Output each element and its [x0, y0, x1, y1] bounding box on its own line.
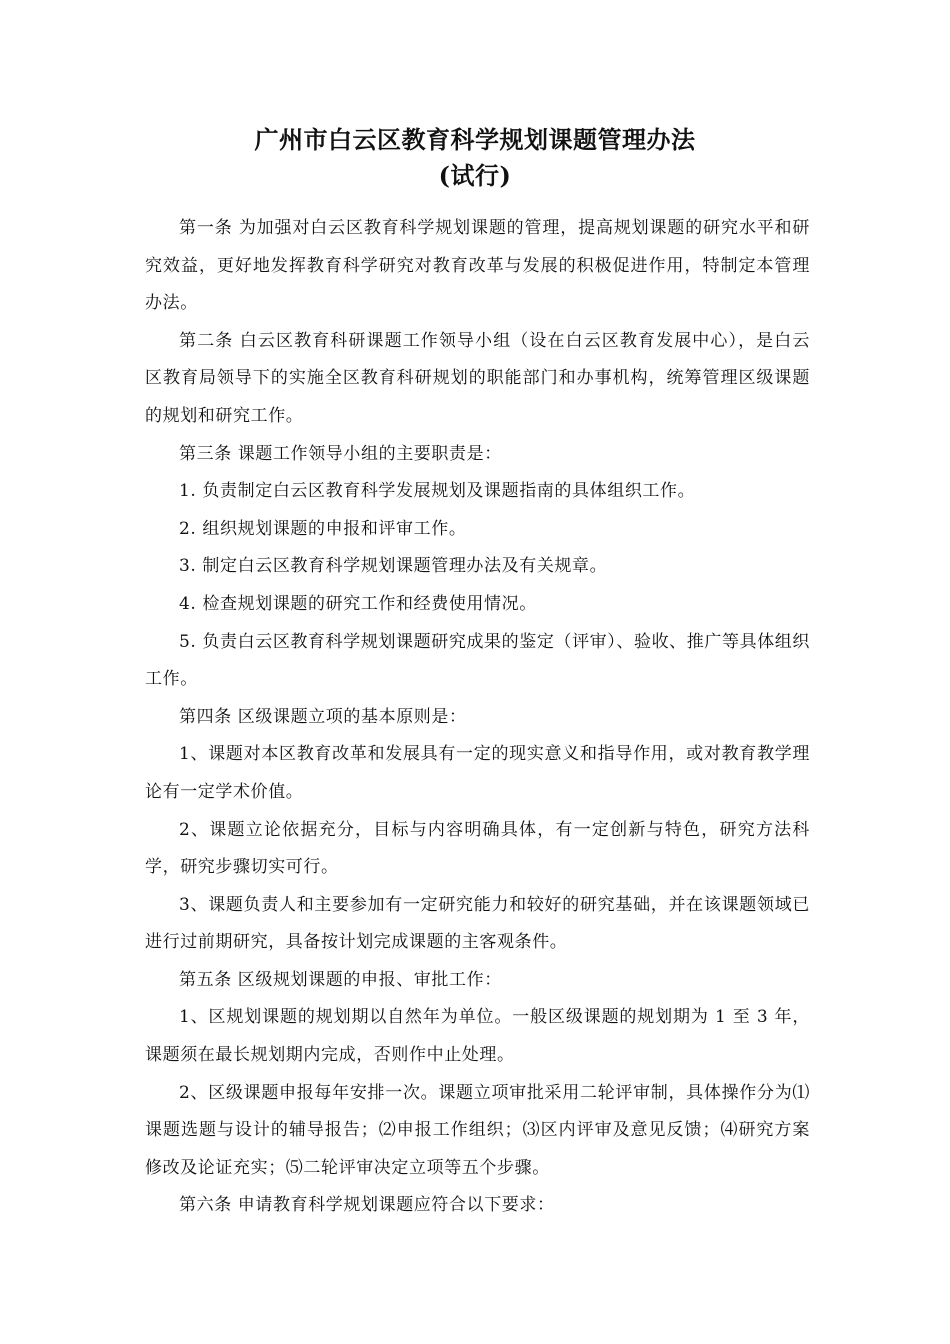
- article-3-item-1: 1. 负责制定白云区教育科学发展规划及课题指南的具体组织工作。: [179, 481, 696, 502]
- article-3-item-4: 4. 检查规划课题的研究工作和经费使用情况。: [179, 593, 537, 614]
- article-5-item-2: 2、区级课题申报每年安排一次。课题立项审批采用二轮评审制，具体操作分为⑴课题选题与设计的辅导报告；⑵申报工作组织；⑶区内评审及意见反馈；⑷研究方案修改及论证充实；⑸二轮评审决定立项等五个步骤。: [145, 1082, 810, 1178]
- article-2: 第二条 白云区教育科研课题工作领导小组（设在白云区教育发展中心），是白云区教育局领导下的实施全区教育科研规划的职能部门和办事机构，统筹管理区级课题的规划和研究工作。: [145, 330, 810, 426]
- article-3-item-3: 3. 制定白云区教育科学规划课题管理办法及有关规章。: [179, 556, 608, 577]
- document-title: 广州市白云区教育科学规划课题管理办法: [254, 125, 696, 154]
- article-4-item-3: 3、课题负责人和主要参加有一定研究能力和较好的研究基础，并在该课题领域已进行过前期研究，具备按计划完成课题的主客观条件。: [145, 894, 810, 953]
- article-3-item-2: 2. 组织规划课题的申报和评审工作。: [179, 518, 467, 539]
- article-1: 第一条 为加强对白云区教育科学规划课题的管理，提高规划课题的研究水平和研究效益，更好地发挥教育科学研究对教育改革与发展的积极促进作用，特制定本管理办法。: [145, 218, 810, 314]
- article-4-item-1: 1、课题对本区教育改革和发展具有一定的现实意义和指导作用，或对教育教学理论有一定学术价值。: [145, 744, 810, 802]
- article-4: 第四条 区级课题立项的基本原则是：: [179, 706, 467, 727]
- article-3: 第三条 课题工作领导小组的主要职责是：: [179, 443, 502, 464]
- title-block: [0, 122, 950, 194]
- document-subtitle: (试行): [438, 161, 512, 190]
- article-3-item-5: 5. 负责白云区教育科学规划课题研究成果的鉴定（评审）、验收、推广等具体组织工作。: [145, 631, 810, 690]
- document-body: [145, 210, 810, 1225]
- article-4-item-2: 2、课题立论依据充分，目标与内容明确具体，有一定创新与特色，研究方法科学，研究步骤切实可行。: [145, 819, 810, 878]
- article-5: 第五条 区级规划课题的申报、审批工作：: [179, 969, 502, 990]
- article-6: 第六条 申请教育科学规划课题应符合以下要求：: [179, 1195, 555, 1216]
- article-5-item-1: 1、区规划课题的规划期以自然年为单位。一般区级课题的规划期为 1 至 3 年，课题须在最长规划期内完成，否则作中止处理。: [145, 1007, 810, 1066]
